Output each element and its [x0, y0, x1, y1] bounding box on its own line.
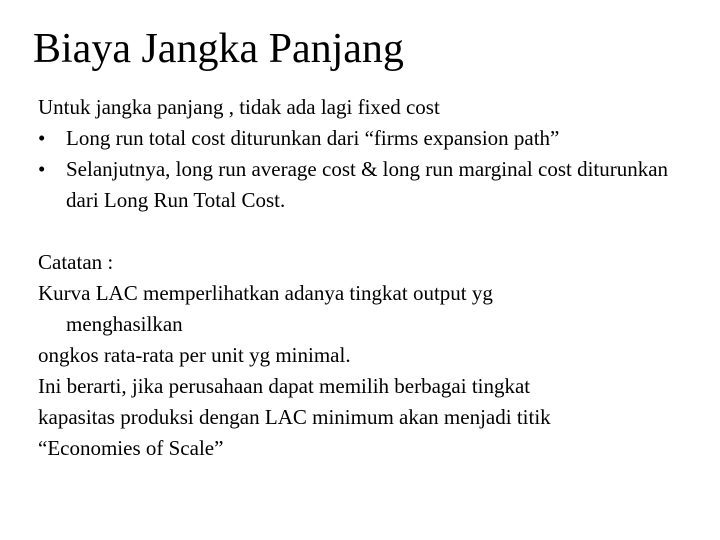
- notes-line: ongkos rata-rata per unit yg minimal.: [38, 343, 351, 367]
- bullet-icon: •: [38, 126, 46, 150]
- notes-line: Ini berarti, jika perusahaan dapat memilih berbagai tingkat: [38, 374, 531, 398]
- notes-line: “Economies of Scale”: [38, 436, 224, 460]
- bullet-item: [38, 154, 698, 216]
- spacer: [38, 216, 698, 247]
- notes-heading: Catatan :: [38, 250, 114, 274]
- notes-line-continuation: menghasilkan: [66, 312, 183, 336]
- slide-body: [38, 92, 698, 464]
- intro-text: Untuk jangka panjang , tidak ada lagi fixed cost: [38, 95, 440, 119]
- bullet-icon: •: [38, 157, 46, 181]
- notes-line: Kurva LAC memperlihatkan adanya tingkat output yg: [38, 281, 493, 305]
- bullet-text: Selanjutnya, long run average cost & long run marginal cost diturunkan dari Long Run Total Cost.: [66, 157, 669, 212]
- notes-line: kapasitas produksi dengan LAC minimum akan menjadi titik: [38, 405, 551, 429]
- bullet-text: Long run total cost diturunkan dari “firms expansion path”: [66, 126, 560, 150]
- bullet-item: [38, 123, 698, 154]
- slide-title: Biaya Jangka Panjang: [33, 26, 404, 72]
